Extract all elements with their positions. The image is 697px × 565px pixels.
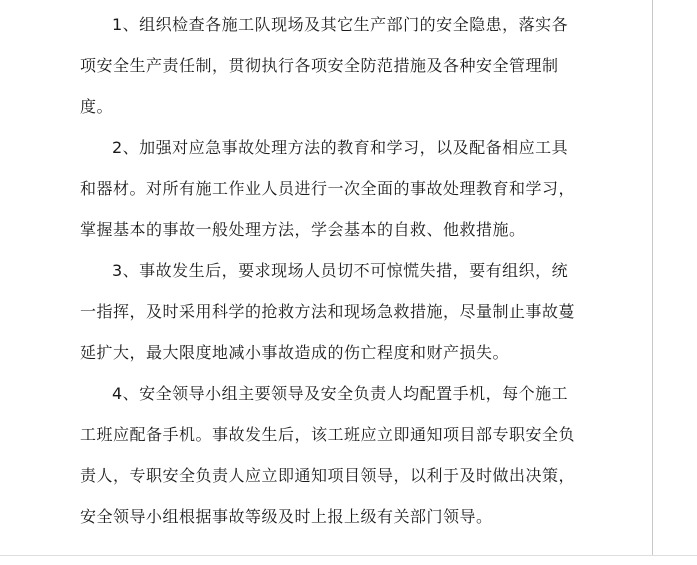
page-bottom-edge bbox=[0, 555, 697, 556]
text-line: 工班应配备手机。事故发生后，该工班应立即通知项目部专职安全负 bbox=[80, 425, 576, 444]
document-body bbox=[80, 4, 580, 537]
paragraph-2 bbox=[80, 127, 580, 250]
paragraph-1 bbox=[80, 4, 580, 127]
text-line: 3、事故发生后，要求现场人员切不可惊慌失措，要有组织，统 bbox=[112, 261, 569, 280]
text-line: 掌握基本的事故一般处理方法，学会基本的自救、他救措施。 bbox=[80, 220, 526, 239]
text-line: 延扩大，最大限度地减小事故造成的伤亡程度和财产损失。 bbox=[80, 343, 510, 362]
text-line: 2、加强对应急事故处理方法的教育和学习，以及配备相应工具 bbox=[112, 138, 569, 157]
text-line: 1、组织检查各施工队现场及其它生产部门的安全隐患，落实各 bbox=[112, 15, 569, 34]
page-margin-line bbox=[652, 0, 653, 555]
text-line: 一指挥，及时采用科学的抢救方法和现场急救措施，尽量制止事故蔓 bbox=[80, 302, 576, 321]
text-line: 责人，专职安全负责人应立即通知项目领导，以利于及时做出决策， bbox=[80, 466, 576, 485]
text-line: 项安全生产责任制，贯彻执行各项安全防范措施及各种安全管理制 bbox=[80, 56, 559, 75]
paragraph-4 bbox=[80, 373, 580, 537]
paragraph-3 bbox=[80, 250, 580, 373]
text-line: 度。 bbox=[80, 97, 114, 116]
text-line: 和器材。对所有施工作业人员进行一次全面的事故处理教育和学习， bbox=[80, 179, 576, 198]
text-line: 4、安全领导小组主要领导及安全负责人均配置手机，每个施工 bbox=[112, 384, 569, 403]
text-line: 安全领导小组根据事故等级及时上报上级有关部门领导。 bbox=[80, 507, 493, 526]
